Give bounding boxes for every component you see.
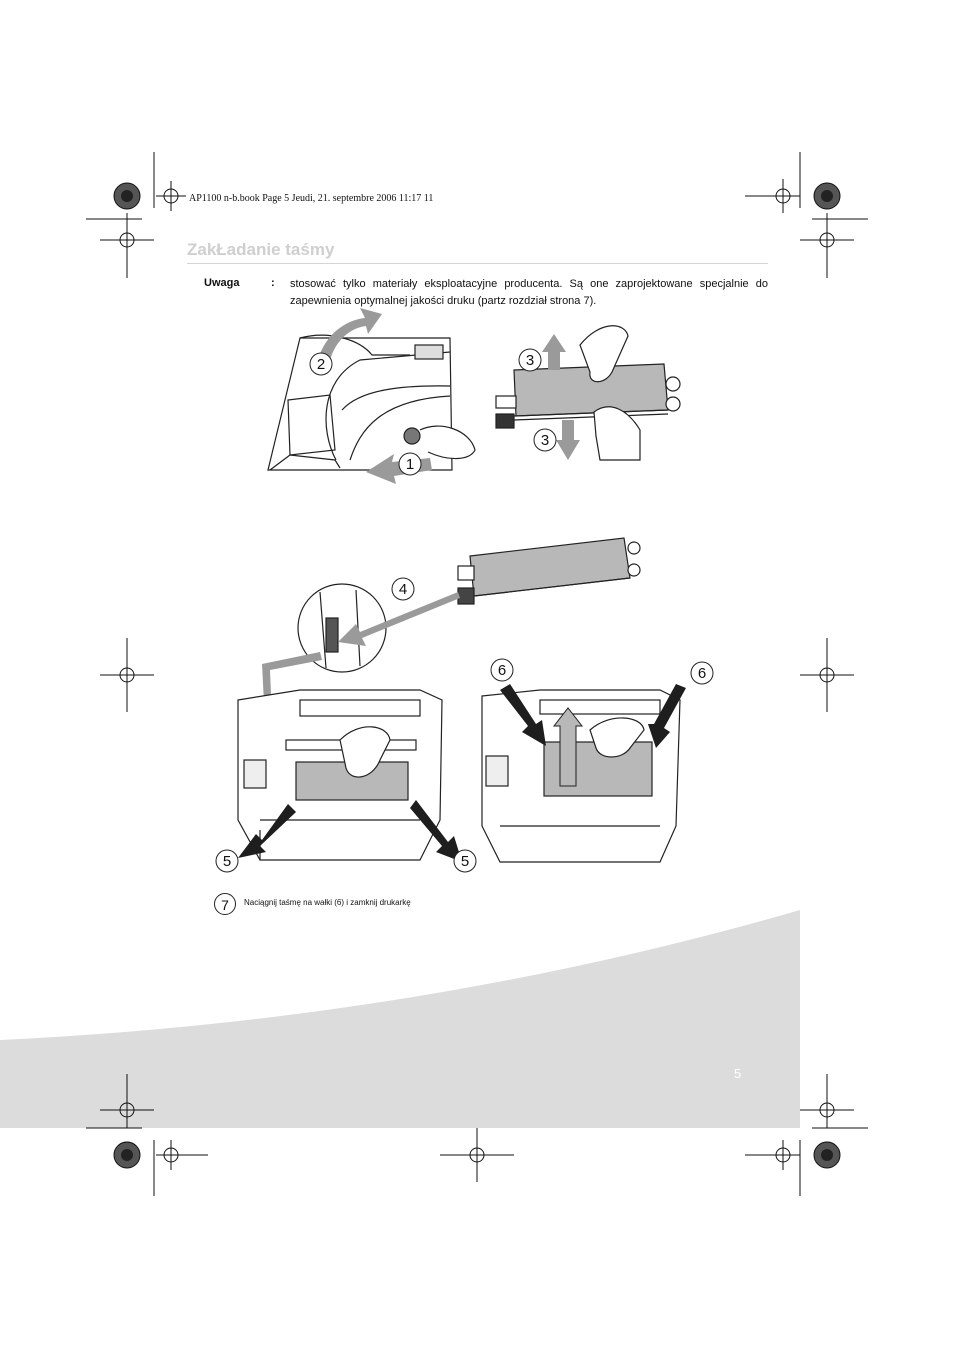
arrow-step-3-up: [542, 334, 566, 370]
step-label-7: 7: [214, 893, 236, 915]
step-label-6-right: 6: [697, 665, 707, 682]
step-label-6-left: 6: [497, 662, 507, 679]
illustration-ribbon-roll: [458, 538, 640, 604]
book-header-line: AP1100 n-b.book Page 5 Jeudi, 21. septembre 2006 11:17 11: [189, 193, 434, 204]
illustration-open-printer: [268, 335, 475, 470]
illustration-ribbon-cassette: [496, 326, 680, 460]
step-label-2: 2: [316, 356, 326, 373]
page-number: 5: [734, 1066, 742, 1081]
section-title: ZakŁadanie taśmy: [187, 240, 335, 259]
note-colon: :: [271, 277, 275, 289]
step-7-caption: Naciągnij taśmę na wałki (6) i zamknij drukarkę: [244, 898, 411, 907]
step-label-5-right: 5: [460, 853, 470, 870]
note-text: stosować tylko materiały eksploatacyjne producenta. Są one zaprojektowane specjalnie do zapewnienia optymalnej jakości druku (partz rozdział strona 7).: [290, 278, 768, 307]
step-label-1: 1: [405, 456, 415, 473]
step-label-5-left: 5: [222, 853, 232, 870]
step-label-3-down: 3: [540, 432, 550, 449]
note-label: Uwaga: [204, 277, 240, 289]
arrow-step-3-down: [556, 420, 580, 460]
illustration-printer-right: [482, 690, 680, 862]
step-label-3-up: 3: [525, 352, 535, 369]
step-label-4: 4: [398, 581, 408, 598]
